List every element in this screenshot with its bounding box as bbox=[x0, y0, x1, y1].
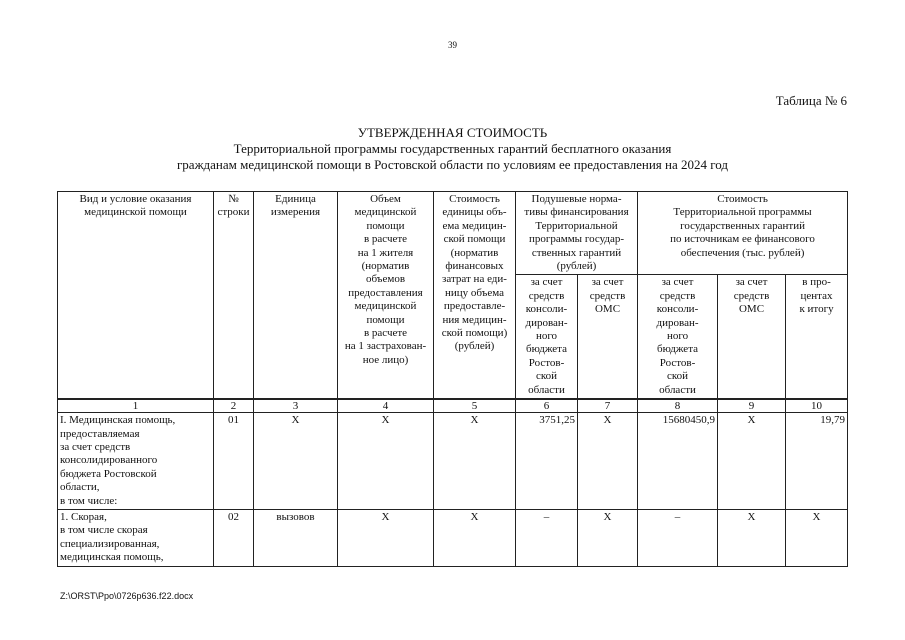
column-number: 4 bbox=[338, 399, 434, 413]
header-volume: Объем медицинской помощи в расчете на 1 жителя (норматив объемов предоставления медицинской помощи в расчете на 1 застрахован- ное лицо) bbox=[338, 192, 434, 400]
table-row bbox=[58, 509, 848, 566]
title-line-2: Территориальной программы государственных гарантий бесплатного оказания bbox=[233, 141, 672, 156]
row-total-budget: 15680450,9 bbox=[638, 413, 718, 510]
header-total-cost-group: Стоимость Территориальной программы государственных гарантий по источникам ее финансового обеспечения (тыс. рублей) bbox=[638, 192, 848, 275]
header-row-1 bbox=[58, 192, 848, 275]
row-percent: Х bbox=[786, 509, 848, 566]
column-number: 9 bbox=[718, 399, 786, 413]
header-line-no: № строки bbox=[214, 192, 254, 400]
row-volume: Х bbox=[338, 509, 434, 566]
header-unit-cost: Стоимость единицы объ- ема медицин- ской помощи (норматив финансовых затрат на еди- ницу объема предоставле- ния медицин- ской помощи) (рублей) bbox=[434, 192, 516, 400]
row-per-capita-oms: Х bbox=[578, 509, 638, 566]
table-row bbox=[58, 413, 848, 510]
row-volume: Х bbox=[338, 413, 434, 510]
row-percent: 19,79 bbox=[786, 413, 848, 510]
row-per-capita-budget: 3751,25 bbox=[516, 413, 578, 510]
file-path-footer: Z:\ORST\Ppo\0726p636.f22.docx bbox=[60, 591, 194, 601]
row-unit-cost: Х bbox=[434, 413, 516, 510]
row-total-budget: – bbox=[638, 509, 718, 566]
column-number: 6 bbox=[516, 399, 578, 413]
row-unit: вызовов bbox=[254, 509, 338, 566]
row-unit: Х bbox=[254, 413, 338, 510]
header-unit: Единица измерения bbox=[254, 192, 338, 400]
cost-table bbox=[57, 191, 848, 567]
title-line-3: гражданам медицинской помощи в Ростовской области по условиям ее предоставления на 2024 год bbox=[176, 157, 729, 172]
column-number: 2 bbox=[214, 399, 254, 413]
header-per-capita-group: Подушевые норма- тивы финансирования Территориальной программы государ- ственных гарантий (рублей) bbox=[516, 192, 638, 275]
title-line-1: УТВЕРЖДЕННАЯ СТОИМОСТЬ bbox=[357, 125, 548, 140]
row-line-no: 01 bbox=[214, 413, 254, 510]
row-total-oms: Х bbox=[718, 413, 786, 510]
column-number: 10 bbox=[786, 399, 848, 413]
column-number: 7 bbox=[578, 399, 638, 413]
header-per-capita-oms: за счет средств ОМС bbox=[578, 275, 638, 399]
row-unit-cost: Х bbox=[434, 509, 516, 566]
header-type: Вид и условие оказания медицинской помощи bbox=[58, 192, 214, 400]
column-number: 8 bbox=[638, 399, 718, 413]
row-per-capita-oms: Х bbox=[578, 413, 638, 510]
column-number: 1 bbox=[58, 399, 214, 413]
header-total-budget: за счет средств консоли- дирован- ного бюджета Ростов- ской области bbox=[638, 275, 718, 399]
column-number-row bbox=[58, 399, 848, 413]
table-label: Таблица № 6 bbox=[775, 93, 847, 108]
header-per-capita-budget: за счет средств консоли- дирован- ного бюджета Ростов- ской области bbox=[516, 275, 578, 399]
column-number: 3 bbox=[254, 399, 338, 413]
header-total-oms: за счет средств ОМС bbox=[718, 275, 786, 399]
row-line-no: 02 bbox=[214, 509, 254, 566]
page-number: 39 bbox=[448, 40, 457, 50]
title-block bbox=[0, 125, 905, 173]
column-number: 5 bbox=[434, 399, 516, 413]
row-name: 1. Скорая, в том числе скорая специализированная, медицинская помощь, bbox=[58, 509, 214, 566]
row-name: I. Медицинская помощь, предоставляемая за счет средств консолидированного бюджета Ростовской области, в том числе: bbox=[58, 413, 214, 510]
header-percent: в про- центах к итогу bbox=[786, 275, 848, 399]
row-per-capita-budget: – bbox=[516, 509, 578, 566]
row-total-oms: Х bbox=[718, 509, 786, 566]
